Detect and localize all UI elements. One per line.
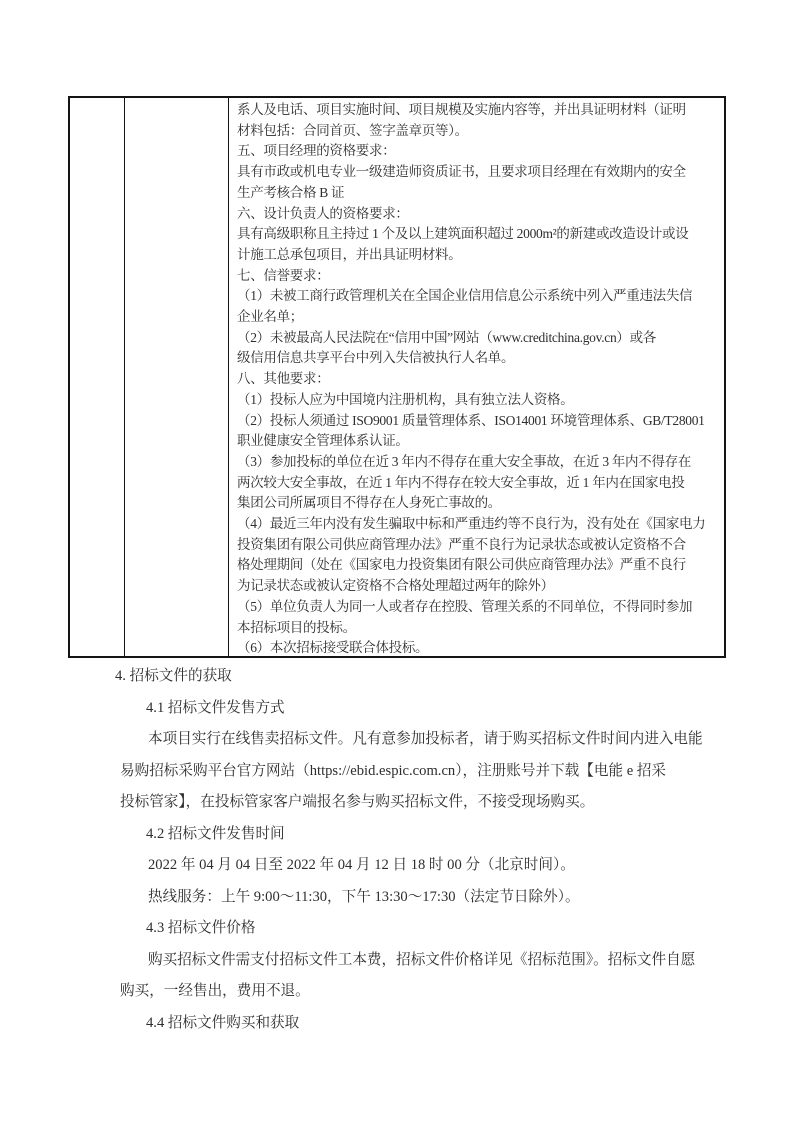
table-text-line: 集团公司所属项目不得存在人身死亡事故的。 <box>237 495 501 511</box>
table-text-line: 八、其他要求： <box>237 371 330 387</box>
table-text-line: 为记录状态或被认定资格不合格处理超过两年的除外） <box>237 578 554 594</box>
paragraph-line: 2022 年 04 月 04 日至 2022 年 04 月 12 日 18 时 00 分（北京时间）。 <box>148 857 575 873</box>
table-text-line: 投资集团有限公司供应商管理办法》严重不良行为记录状态或被认定资格不合 <box>237 536 686 552</box>
table-text-line: 具有高级职称且主持过 1 个及以上建筑面积超过 2000m²的新建或改造设计或设 <box>237 226 689 242</box>
paragraph-line: 易购招标采购平台官方网站（https://ebid.espic.com.cn），注册账号并下载【电能 e 招采 <box>120 762 667 779</box>
qualification-requirements-table <box>68 96 726 658</box>
paragraph-line: 投标管家】，在投标管家客户端报名参与购买招标文件，不接受现场购买。 <box>120 794 595 810</box>
paragraph-line: 4.4 招标文件购买和获取 <box>146 1014 300 1031</box>
paragraph-line: 热线服务：上午 9:00～11:30，下午 13:30～17:30（法定节日除外）。 <box>148 888 580 905</box>
table-text-line: 级信用信息共享平台中列入失信被执行人名单。 <box>237 350 515 366</box>
table-text-line: 生产考核合格 B 证 <box>237 184 345 200</box>
table-text-line: 材料包括：合同首页、签字盖章页等）。 <box>237 122 468 138</box>
table-text-line: 职业健康安全管理体系认证。 <box>237 433 409 449</box>
table-text-line: （1）未被工商行政管理机关在全国企业信用信息公示系统中列入严重违法失信 <box>237 288 693 304</box>
table-text-line: （6）本次招标接受联合体投标。 <box>237 640 429 656</box>
table-text-line: （2）投标人须通过 ISO9001 质量管理体系、ISO14001 环境管理体系、GB/T28001 <box>237 412 705 428</box>
table-column-empty-1 <box>70 98 125 656</box>
table-text-line: 企业名单； <box>237 309 303 325</box>
table-text-line: 系人及电话、项目实施时间、项目规模及实施内容等，并出具证明材料（证明 <box>237 102 686 117</box>
table-text-line: 五、项目经理的资格要求： <box>237 143 396 159</box>
paragraph-line: 4.2 招标文件发售时间 <box>146 825 285 842</box>
table-text-line: 本招标项目的投标。 <box>237 619 356 635</box>
section-4-bid-document-acquisition <box>0 661 794 1039</box>
paragraph-line: 本项目实行在线售卖招标文件。凡有意参加投标者，请于购买招标文件时间内进入电能 <box>148 731 703 747</box>
table-text-line: （5）单位负责人为同一人或者存在控股、管理关系的不同单位，不得同时参加 <box>237 598 693 614</box>
paragraph-line: 4.1 招标文件发售方式 <box>146 699 285 716</box>
table-text-line: 六、设计负责人的资格要求： <box>237 205 409 221</box>
table-text-line: （1）投标人应为中国境内注册机构，具有独立法人资格。 <box>237 391 574 407</box>
table-text-line: （2）未被最高人民法院在“信用中国”网站（www.creditchina.gov.cn）或各 <box>237 329 657 345</box>
table-text-line: 具有市政或机电专业一级建造师资质证书，且要求项目经理在有效期内的安全 <box>237 164 686 180</box>
table-text-line: 计施工总承包项目，并出具证明材料。 <box>237 246 462 262</box>
paragraph-line: 4.3 招标文件价格 <box>146 920 256 936</box>
table-cell-qualification-requirements <box>229 98 724 656</box>
table-text-line: （3）参加投标的单位在近 3 年内不得存在重大安全事故，在近 3 年内不得存在 <box>237 453 692 469</box>
table-column-empty-2 <box>125 98 229 656</box>
paragraph-line: 购买，一经售出，费用不退。 <box>120 983 310 999</box>
table-text-line: （4）最近三年内没有发生骗取中标和严重违约等不良行为，没有处在《国家电力 <box>237 516 706 532</box>
table-text-line: 格处理期间（处在《国家电力投资集团有限公司供应商管理办法》严重不良行 <box>237 557 686 573</box>
table-text-line: 两次较大安全事故，在近 1 年内不得存在较大安全事故，近 1 年内在国家电投 <box>237 474 685 490</box>
paragraph-line: 4. 招标文件的获取 <box>115 668 232 684</box>
paragraph-line: 购买招标文件需支付招标文件工本费，招标文件价格详见《招标范围》。招标文件自愿 <box>148 951 696 968</box>
table-text-line: 七、信誉要求： <box>237 267 330 283</box>
